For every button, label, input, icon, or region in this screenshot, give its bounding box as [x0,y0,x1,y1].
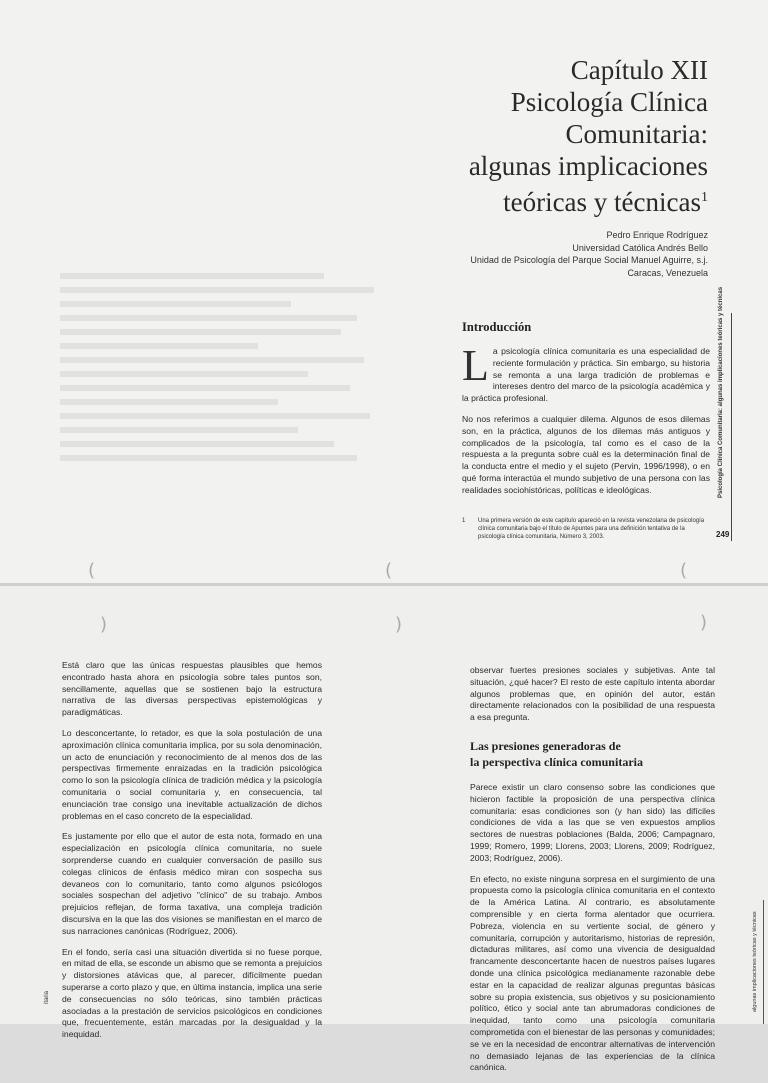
footnote [462,517,710,541]
edge-running-head: algunas implicaciones teóricas y técnicas [752,911,758,1012]
binder-hole-icon: ) [700,612,708,633]
side-rule [731,313,732,541]
affiliation-line: Caracas, Venezuela [627,267,708,278]
affiliation-line: Universidad Católica Andrés Bello [572,242,708,253]
introduction-body [462,341,710,506]
show-through-text [60,265,390,545]
footnote-marker: 1 [701,190,708,205]
chapter-title [469,54,708,218]
paragraph: observar fuertes presiones sociales y subjetivas. Ante tal situación, ¿qué hacer? El resto de este capítulo intenta abordar algunos problemas que, en opinión del autor, están directamente relacionados con la posibilidad de una respuesta a esa pregunta. [470,665,715,723]
title-line: algunas implicaciones [468,151,708,181]
binder-hole-icon: ) [100,614,108,635]
paragraph: En el fondo, sería casi una situación divertida si no fuese porque, en mitad de ella, se esconde un abismo que se remonta a prejuicios y distorsiones atávicas que, al parecer, difícilmente puedan superarse a corto plazo y que, en última instancia, implica una serie de consecuencias no sólo teóricas, sino también prácticas asociadas a la prestación de servicios psicológicos en condiciones que, frecuentemente, están marcadas por la desigualdad y la inequidad. [62,946,322,1040]
drop-cap: L [462,341,489,390]
footnote-text: Una primera versión de este capítulo apareció en la revista venezolana de psicología clínica comunitaria bajo el título de Apuntes para una definición tentativa de la psicología clínica comunitaria, Número 3, 2003. [478,518,705,540]
page-number: 249 [716,530,730,539]
title-line: Psicología Clínica [510,87,708,117]
author-name: Pedro Enrique Rodríguez [606,230,708,240]
paragraph: En efecto, no existe ninguna sorpresa en el surgimiento de una propuesta como la psicología clínica comunitaria en el contexto de la América Latina. Al contrario, es absolutamente comprensible y en cierta forma alentador que ocurriera. Pobreza, violencia en su vertiente social, de género y comunitaria, corrupción y autoritarismo, historias de represión, dictaduras militares, así como una vivencia de desigualdad francamente desconcertante hacen de nuestros países lugares donde una clínica psicológica medianamente razonable debe estar en la capacidad de realizar algunas preguntas básicas sobre su propia existencia, sus objetivos y su posicionamiento político, ético y social ante tan abrumadoras condiciones de inequidad, tanto como una psicología comunitaria comprometida con el bienestar de las personas y comunidades; se ve en la necesidad de encontrar alternativas de intervención no demasiado lejanas de las experiencias de la clínica canónica. [470,873,715,1073]
paragraph: Es justamente por ello que el autor de esta nota, formado en una especialización en psicología clínica comunitaria, no suele sorprenderse cuando en cualquier conversación de pasillo sus colegas clínicos de énfasis médico miran con sospecha sus devaneos con lo comunitario, tanto como algunos psicólogos sociales sospechan del adjetivo "clínico" de su trabajo. Ambos prejuicios reflejan, de forma taxativa, una compleja tradición discursiva en la que las dos visiones se manifiestan en el marco de sus narraciones canónicas (Rodríguez, 2006). [62,831,322,936]
title-line: teóricas y técnicas$^1$ [503,187,708,217]
paragraph: La psicología clínica comunitaria es una especialidad de reciente formulación y práctica. Sin embargo, su historia se remonta a una larga tradición de problemas e intereses dentro del marco de la psicología académica y la práctica profesional. [462,341,710,404]
left-page-body [62,660,322,1050]
binder-hole-icon: ( [88,560,96,581]
affiliation-line: Unidad de Psicología del Parque Social Manuel Aguirre, s.j. [470,255,708,265]
paragraph: Está claro que las únicas respuestas plausibles que hemos encontrado hasta ahora en psicología sobre tales puntos son, sencillamente, aquellas que se sostienen bajo la estructura narrativa de las diversas perspectivas epistemológicas y paradigmáticas. [62,660,322,718]
paragraph: No nos referimos a cualquier dilema. Algunos de esos dilemas son, en la práctica, algunos de los dilemas más antiguos y complicados de la psicología, tal como es el caso de la respuesta a la pregunta sobre cuál es la determinación final de la conducta entre el medio y el sujeto (Pervin, 1996/1998), o en qué forma interactúa el mundo subjetivo de una persona con las realidades sociohistóricas, políticas e ideológicas. [462,413,710,495]
paragraph: Lo desconcertante, lo retador, es que la sola postulación de una aproximación clínica comunitaria implica, por su sola denominación, un acto de enunciación y reconocimiento de al menos dos de las perspectivas firmemente enraizadas en la tradición psicológica como lo son la psicología clínica de tradición médica y la psicología comunitaria o social comunitaria y, en consecuencia, tal enunciación trae consigo una inevitable actualización de dichos problemas en el caso concreto de la especialidad. [62,727,322,821]
binder-hole-icon: ) [395,614,403,635]
section-heading: Las presiones generadoras de la perspectiva clínica comunitaria [470,738,643,769]
running-head: Psicología Clínica Comunitaria: algunas implicaciones teóricas y técnicas [718,286,724,498]
right-page-body [470,665,715,1083]
binder-hole-icon: ( [385,560,393,581]
introduction-heading: Introducción [462,320,532,334]
footnote-number: 1 [462,518,466,524]
author-affiliation [470,229,708,279]
title-line: Comunitaria: [565,119,708,149]
side-rule [763,900,764,1024]
binder-hole-icon: ( [680,560,688,581]
paragraph: Parece existir un claro consenso sobre las condiciones que hicieron factible la proposición de una perspectiva clínica comunitaria: esas condiciones son (y han sido) las difíciles condiciones de vida a las que se ven expuestos amplios sectores de nuestras poblaciones (Balda, 2006; Campagnaro, 1999; Romero, 1999; Llorens, 2003; Llorens, 2009; Rodríguez, 2003; Rodríguez, 2006). [470,781,715,863]
title-line: Capítulo XII [570,55,708,85]
edge-running-head: itaria [44,990,50,1004]
